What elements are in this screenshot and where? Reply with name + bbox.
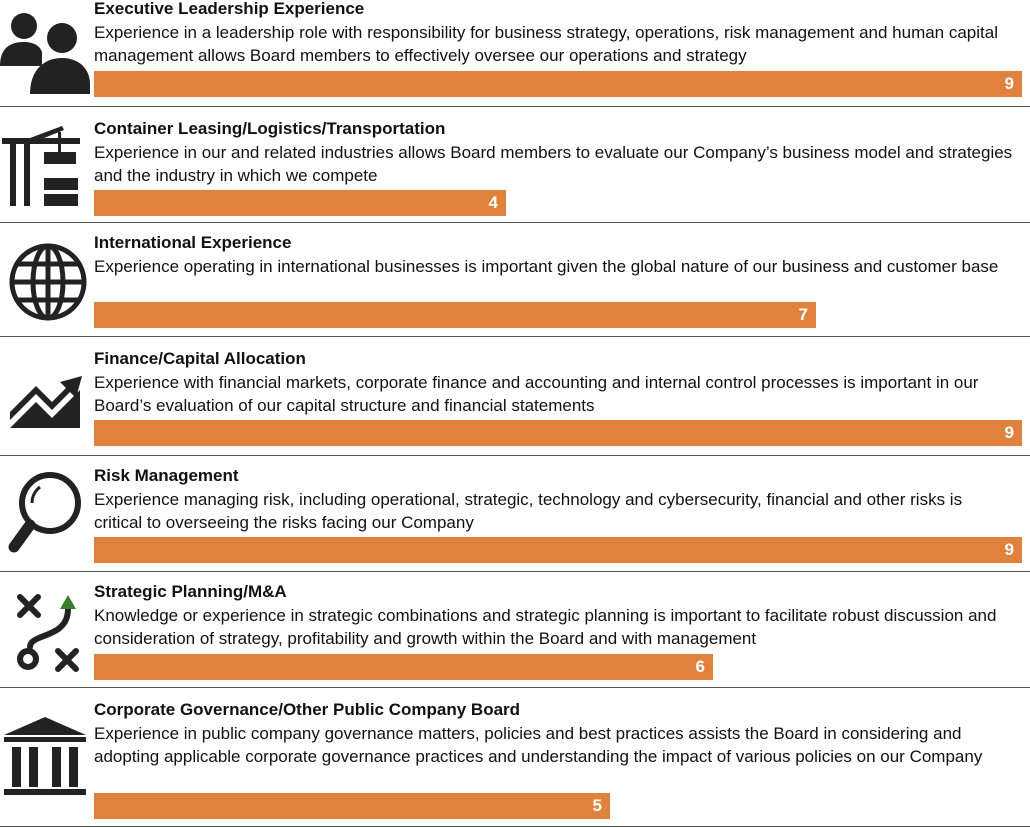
skill-description: Experience in our and related industries allows Board members to evaluate our Company’s business model and strategies and the industry in which we compete [94, 143, 1013, 185]
skill-description: Experience operating in international businesses is important given the global nature of our business and customer base [94, 257, 999, 276]
courthouse-icon [0, 715, 90, 805]
bar-value-label: 9 [1004, 540, 1014, 559]
bar-value-label: 9 [1004, 423, 1014, 442]
row-divider [0, 106, 1030, 107]
skill-title: Executive Leadership Experience [94, 0, 365, 18]
skill-title: Strategic Planning/M&A [94, 582, 287, 601]
skill-description: Experience in a leadership role with responsibility for business strategy, operations, risk management and human capital management allows Board members to effectively oversee our operations and strategy [94, 23, 998, 65]
row-divider [0, 687, 1030, 688]
bar-value-label: 7 [798, 305, 808, 324]
skill-title: Finance/Capital Allocation [94, 349, 306, 368]
skill-bar [94, 537, 1022, 563]
row-divider [0, 336, 1030, 337]
skill-bar [94, 302, 816, 328]
skill-bar [94, 793, 610, 819]
skill-bar [94, 71, 1022, 97]
skill-title: International Experience [94, 233, 292, 252]
skill-title: Container Leasing/Logistics/Transportation [94, 119, 446, 138]
skill-description: Knowledge or experience in strategic combinations and strategic planning is important to facilitate robust discussion and consideration of strategy, profitability and growth within the Board and with management [94, 606, 997, 648]
row-divider [0, 455, 1030, 456]
bar-value-label: 9 [1004, 74, 1014, 93]
skill-bar [94, 190, 506, 216]
skill-description: Experience managing risk, including operational, strategic, technology and cybersecurity, financial and other risks is critical to overseeing the risks facing our Company [94, 490, 963, 532]
skill-description: Experience in public company governance matters, policies and best practices assists the Board in considering and adopting applicable corporate governance practices and understanding the impact of various policies on our Company [94, 724, 983, 766]
magnifier-icon [0, 469, 90, 559]
row-divider [0, 571, 1030, 572]
skill-description: Experience with financial markets, corporate finance and accounting and internal control processes is important in our Board’s evaluation of our capital structure and financial statements [94, 373, 979, 415]
globe-icon [0, 238, 90, 328]
crane-container-icon [0, 122, 90, 212]
row-divider [0, 826, 1030, 827]
bar-value-label: 4 [488, 193, 498, 212]
skill-bar [94, 420, 1022, 446]
skill-title: Corporate Governance/Other Public Company Board [94, 700, 521, 719]
skill-bar [94, 654, 713, 680]
trend-chart-icon [0, 354, 90, 444]
strategy-play-icon [0, 587, 90, 677]
bar-value-label: 6 [695, 657, 705, 676]
bar-value-label: 5 [592, 796, 602, 815]
people-icon [0, 4, 90, 94]
row-divider [0, 222, 1030, 223]
skill-title: Risk Management [94, 466, 239, 485]
